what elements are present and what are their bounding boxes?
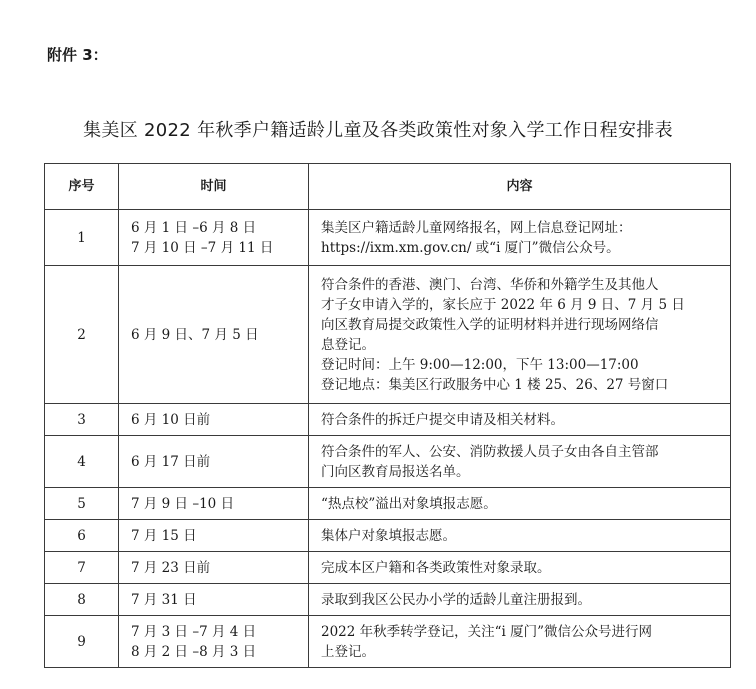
table-row [45, 210, 731, 266]
row-content [309, 488, 731, 520]
row-content [309, 266, 731, 404]
time-line: 7 月 10 日 –7 月 11 日 [131, 239, 274, 256]
content-line: 息登记。 [321, 336, 375, 353]
content-line: 2022 年秋季转学登记，关注“i 厦门”微信公众号进行网 [321, 623, 653, 640]
content-line: 才子女申请入学的，家长应于 2022 年 6 月 9 日、7 月 5 日 [321, 296, 685, 313]
content-line: 上登记。 [321, 643, 375, 660]
row-time [119, 210, 309, 266]
table-row [45, 584, 731, 616]
time-line: 6 月 1 日 –6 月 8 日 [131, 219, 257, 236]
time-line: 8 月 2 日 –8 月 3 日 [131, 643, 257, 660]
row-number: 2 [45, 266, 119, 404]
row-number: 6 [45, 520, 119, 552]
content-line: 录取到我区公民办小学的适龄儿童注册报到。 [321, 591, 591, 608]
row-number: 1 [45, 210, 119, 266]
time-line: 6 月 9 日、7 月 5 日 [131, 326, 259, 343]
row-time [119, 488, 309, 520]
content-line: 符合条件的军人、公安、消防救援人员子女由各自主管部 [321, 443, 659, 460]
time-line: 7 月 31 日 [131, 591, 197, 608]
row-number: 5 [45, 488, 119, 520]
table-body [45, 210, 731, 668]
content-line: 集体户对象填报志愿。 [321, 527, 456, 544]
content-line: 符合条件的香港、澳门、台湾、华侨和外籍学生及其他人 [321, 276, 659, 293]
table-row [45, 616, 731, 668]
document-title: 集美区 2022 年秋季户籍适龄儿童及各类政策性对象入学工作日程安排表 [83, 120, 673, 141]
row-number: 3 [45, 404, 119, 436]
time-line: 6 月 17 日前 [131, 453, 211, 470]
row-content [309, 616, 731, 668]
content-line: 登记地点：集美区行政服务中心 1 楼 25、26、27 号窗口 [321, 376, 669, 393]
row-time [119, 266, 309, 404]
content-line: 符合条件的拆迁户提交申请及相关材料。 [321, 411, 564, 428]
content-line: 门向区教育局报送名单。 [321, 463, 470, 480]
table-row [45, 436, 731, 488]
row-content [309, 210, 731, 266]
row-content [309, 520, 731, 552]
table-row [45, 266, 731, 404]
row-number: 4 [45, 436, 119, 488]
content-line: 向区教育局提交政策性入学的证明材料并进行现场网络信 [321, 316, 659, 333]
content-line: 完成本区户籍和各类政策性对象录取。 [321, 559, 551, 576]
row-content [309, 584, 731, 616]
table-row [45, 404, 731, 436]
content-line: “热点校”溢出对象填报志愿。 [321, 495, 497, 512]
time-line: 7 月 9 日 –10 日 [131, 495, 235, 512]
row-number: 8 [45, 584, 119, 616]
row-number: 7 [45, 552, 119, 584]
row-content [309, 552, 731, 584]
time-line: 6 月 10 日前 [131, 411, 211, 428]
row-time [119, 520, 309, 552]
table-row [45, 520, 731, 552]
attachment-label: 附件 3： [47, 46, 108, 64]
row-time [119, 404, 309, 436]
time-line: 7 月 15 日 [131, 527, 197, 544]
row-time [119, 436, 309, 488]
header-content: 内容 [309, 164, 731, 210]
table-row [45, 552, 731, 584]
time-line: 7 月 3 日 –7 月 4 日 [131, 623, 257, 640]
content-line: https://ixm.xm.gov.cn/ 或“i 厦门”微信公众号。 [321, 239, 620, 256]
header-time: 时间 [119, 164, 309, 210]
table-header-row [45, 164, 731, 210]
row-number: 9 [45, 616, 119, 668]
content-line: 登记时间：上午 9:00—12:00，下午 13:00—17:00 [321, 356, 639, 373]
row-content [309, 436, 731, 488]
table-row [45, 488, 731, 520]
row-time [119, 552, 309, 584]
schedule-table [44, 163, 731, 668]
time-line: 7 月 23 日前 [131, 559, 211, 576]
content-line: 集美区户籍适龄儿童网络报名，网上信息登记网址： [321, 219, 632, 236]
row-time [119, 616, 309, 668]
row-content [309, 404, 731, 436]
header-no: 序号 [45, 164, 119, 210]
row-time [119, 584, 309, 616]
